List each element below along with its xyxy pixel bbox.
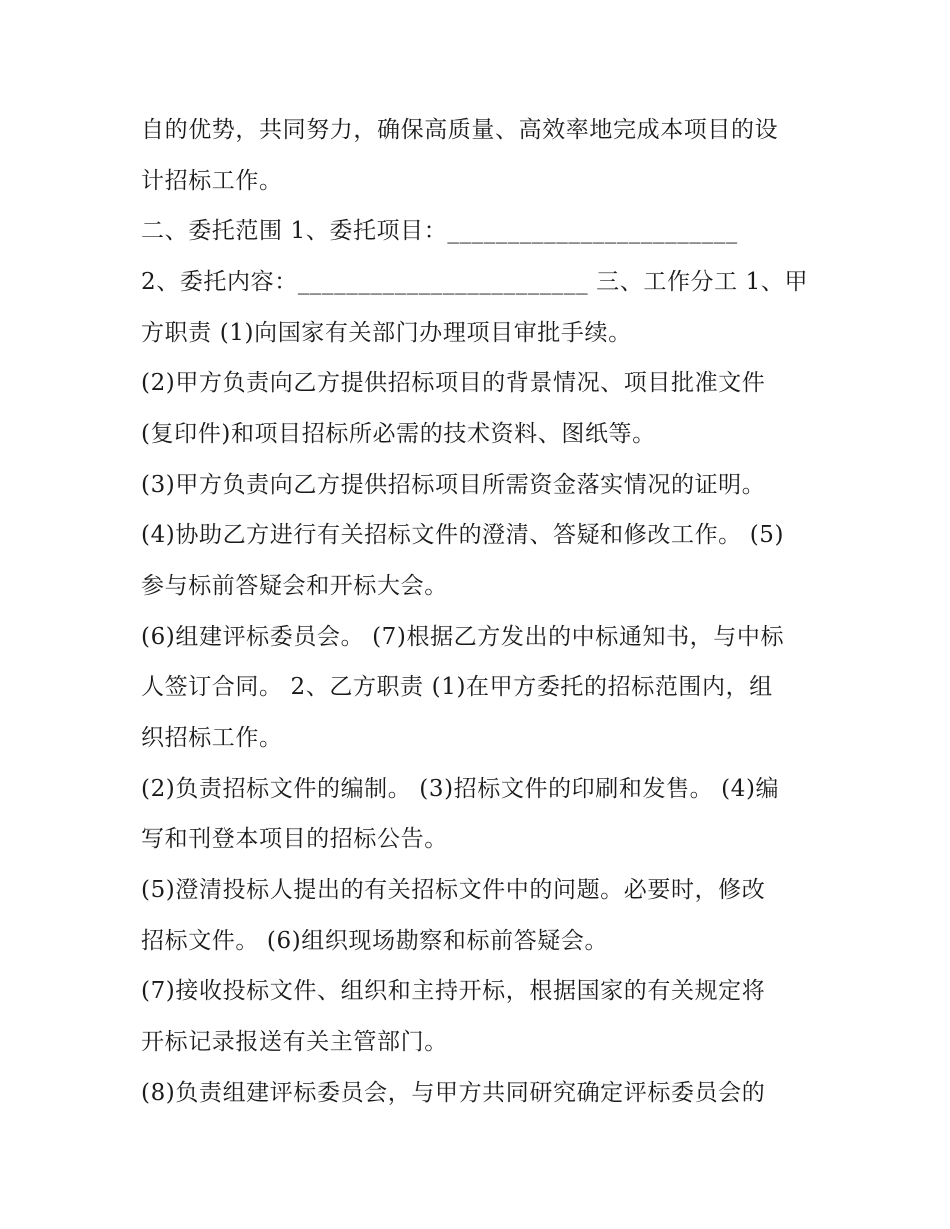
text-line: (复印件)和项目招标所必需的技术资料、图纸等。 xyxy=(141,421,656,447)
text-line: 2、委托内容：________________________ 三、工作分工 1、甲 xyxy=(141,269,809,295)
text-line: 方职责 (1)向国家有关部门办理项目审批手续。 xyxy=(141,320,632,346)
text-line: 计招标工作。 xyxy=(141,168,283,194)
text-line: (7)接收投标文件、组织和主持开标，根据国家的有关规定将 xyxy=(141,978,766,1004)
text-line: 二、委托范围 1、委托项目：________________________ xyxy=(141,218,738,244)
text-line: (4)协助乙方进行有关招标文件的澄清、答疑和修改工作。 (5) xyxy=(141,522,785,548)
text-line: 参与标前答疑会和开标大会。 xyxy=(141,573,448,599)
text-line: 写和刊登本项目的招标公告。 xyxy=(141,826,448,852)
text-line: (2)负责招标文件的编制。 (3)招标文件的印刷和发售。 (4)编 xyxy=(141,776,780,802)
text-line: (6)组建评标委员会。 (7)根据乙方发出的中标通知书，与中标 xyxy=(141,624,785,650)
text-line: 织招标工作。 xyxy=(141,725,283,751)
text-line: 自的优势，共同努力，确保高质量、高效率地完成本项目的设 xyxy=(141,117,779,143)
text-line: (2)甲方负责向乙方提供招标项目的背景情况、项目批准文件 xyxy=(141,370,766,396)
text-line: (3)甲方负责向乙方提供招标项目所需资金落实情况的证明。 xyxy=(141,472,766,498)
text-line: (8)负责组建评标委员会，与甲方共同研究确定评标委员会的 xyxy=(141,1080,766,1106)
text-line: 人签订合同。 2、乙方职责 (1)在甲方委托的招标范围内，组 xyxy=(141,674,773,700)
text-line: 开标记录报送有关主管部门。 xyxy=(141,1029,448,1055)
text-line: (5)澄清投标人提出的有关招标文件中的问题。必要时，修改 xyxy=(141,877,766,903)
text-line: 招标文件。 (6)组织现场勘察和标前答疑会。 xyxy=(141,928,609,954)
